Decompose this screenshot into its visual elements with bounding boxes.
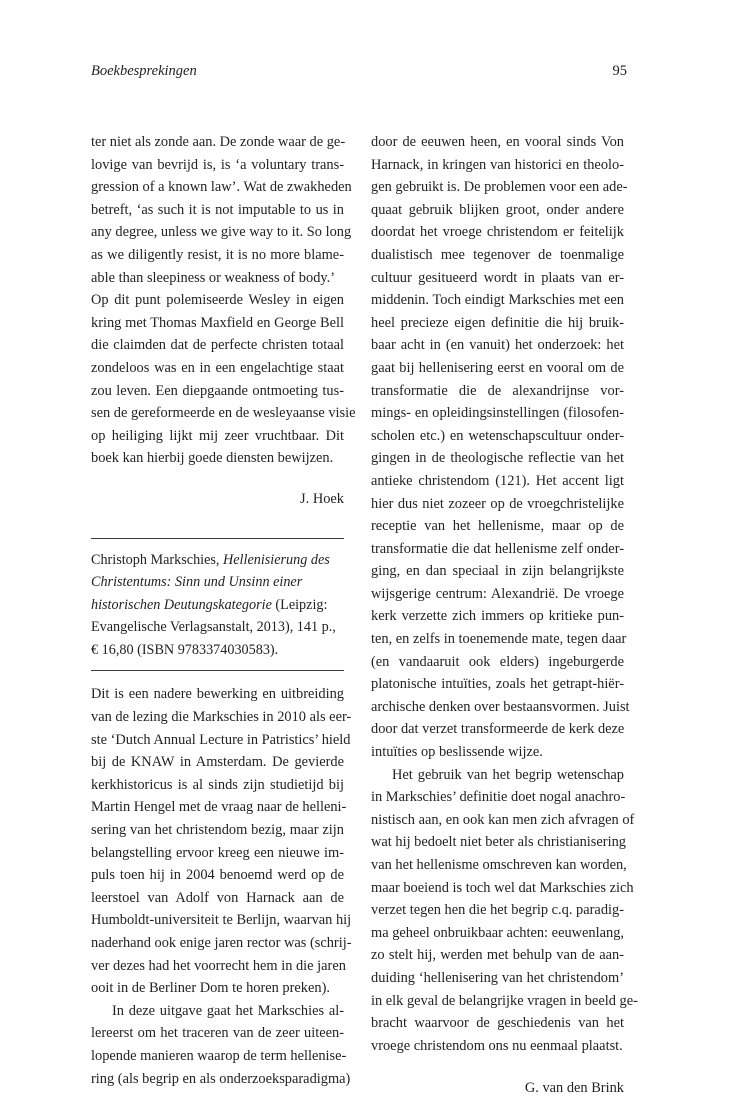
text-line: ma geheel onbruikbaar achten: eeuwenlang, (371, 924, 624, 941)
text-line: betreft, ‘as such it is not imputable to us in (91, 201, 344, 218)
continued-paragraph (91, 131, 356, 470)
text-line: boek kan hierbij goede diensten bewijzen. (91, 450, 334, 467)
text-line: dualistisch mee tegenover de toenmalige (371, 246, 624, 263)
text-line: verzet tegen hen die het begrip c.q. paradig- (371, 902, 624, 919)
text-line: leerstoel van Adolf von Harnack aan de (91, 889, 344, 906)
review-paragraph (371, 764, 638, 1058)
text-line: duiding ‘hellenisering van het christendom’ (371, 969, 624, 986)
text-line: puls toen hij in 2004 benoemd werd op de (91, 867, 344, 884)
text-line: (en vandaaruit ook elders) ingeburgerde (371, 653, 624, 670)
book-publisher: Evangelische Verlagsanstalt, 2013), 141 p., (91, 619, 336, 636)
reviewer-signature: G. van den Brink (524, 1080, 624, 1097)
text-line: kerk verzette zich immers op kritieke pun- (371, 608, 624, 625)
page-number: 95 (612, 63, 627, 79)
text-line: Dit is een nadere bewerking en uitbreiding (91, 686, 344, 703)
text-line: hier dus niet zozeer op de vroegchristelijke (371, 495, 624, 512)
text-line: Martin Hengel met de vraag naar de helleni- (91, 799, 347, 816)
text-line: quaat gebruik blijken groot, onder andere (371, 201, 624, 218)
text-line: cultuur gesitueerd wordt in plaats van er- (371, 269, 624, 286)
text-line: ging, en dan speciaal in zijn belangrijkste (371, 563, 624, 580)
text-line: antieke christendom (121). Het accent ligt (371, 472, 624, 489)
text-line: wat hij bedoelt niet beter als christianisering (371, 834, 626, 851)
text-line: Op dit punt polemiseerde Wesley in eigen (91, 292, 344, 309)
text-line: bij de KNAW in Amsterdam. De gevierde (91, 754, 344, 771)
text-line: ooit in de Berliner Dom te horen preken). (91, 980, 330, 997)
text-line: vroege christendom ons nu eenmaal plaatst. (371, 1037, 623, 1054)
text-line: receptie van het hellenisme, maar op de (371, 518, 624, 535)
right-column (371, 131, 638, 1100)
book-publisher: (Leipzig: (271, 596, 328, 613)
review-paragraph (371, 131, 630, 764)
text-line: zo stelt hij, werden met behulp van de aan- (371, 947, 624, 964)
reviewer-signature: J. Hoek (300, 490, 344, 507)
text-line: door de eeuwen heen, en vooral sinds Von (371, 134, 624, 150)
text-line: op heiliging lijkt mij zeer vruchtbaar. Dit (91, 427, 344, 444)
text-line: door dat verzet transformeerde de kerk deze (371, 721, 625, 738)
text-line: naderhand ook enige jaren rector was (schrij- (91, 935, 352, 951)
text-line: ste ‘Dutch Annual Lecture in Patristics’ hield (91, 731, 351, 748)
review-paragraph (91, 683, 352, 999)
text-line: gression of a known law’. Wat de zwakheden (91, 179, 352, 196)
text-line: baar acht in (en vanuit) het onderzoek: het (371, 337, 624, 354)
text-line: platonische intuïties, zoals het getrapt-hiër- (371, 676, 624, 693)
text-line: sen de gereformeerde en de wesleyaanse visie (91, 405, 356, 422)
review-paragraph (91, 1000, 351, 1090)
book-price-isbn: € 16,80 (ISBN 9783374030583). (91, 641, 279, 658)
text-line: maar boeiend is toch wel dat Markschies zich (371, 879, 634, 896)
text-line: kerkhistoricus is al sinds zijn studietijd bij (91, 776, 344, 793)
text-line: in Markschies’ definitie doet nogal anachro- (371, 789, 626, 806)
text-line: lovige van bevrijd is, is ‘a voluntary trans- (91, 156, 344, 173)
text-line: Harnack, in kringen van historici en theolo- (371, 156, 624, 173)
text-line: transformatie die de alexandrijnse vor- (371, 382, 624, 399)
book-author: Christoph Markschies, (91, 551, 224, 568)
left-column (91, 131, 356, 1090)
book-title: Hellenisierung des (223, 551, 330, 568)
text-line: any degree, unless we give way to it. So long (91, 224, 352, 241)
text-line: wijsgerige centrum: Alexandrië. De vroege (371, 585, 624, 602)
text-line: transformatie die dat hellenisme zelf onder- (371, 540, 624, 557)
text-line: gaat bij hellenisering eerst en vooral om de (371, 359, 624, 376)
text-line: intuïties op beslissende wijze. (371, 744, 543, 761)
book-title: historischen Deutungskategorie (91, 596, 272, 613)
text-line: lopende manieren waarop de term hellenise- (91, 1047, 347, 1064)
text-line: gen gebruikt is. De problemen voor een ade- (371, 179, 628, 196)
book-title: Christentums: Sinn und Unsinn einer (91, 574, 303, 591)
text-line: gingen in de theologische reflectie van het (371, 450, 624, 467)
text-line: die claimden dat de perfecte christen totaal (91, 337, 344, 354)
text-line: archische denken over bestaansvormen. Juist (371, 698, 630, 715)
text-line: ten, en zelfs in toenemende mate, tegen daar (371, 631, 627, 648)
text-line: middenin. Toch eindigt Markschies met een (371, 292, 624, 309)
text-line: zou leven. Een diepgaande ontmoeting tus- (91, 382, 344, 399)
text-line: lereerst om het traceren van de zeer uiteen- (91, 1025, 344, 1042)
text-line: scholen etc.) en wetenschapscultuur onder- (371, 427, 624, 444)
text-line: as we diligently resist, it is no more blame- (91, 246, 344, 263)
text-line: doordat het vroege christendom er feitelijk (371, 224, 624, 241)
text-line: nistisch aan, en ook kan men zich afvragen of (371, 811, 635, 828)
text-line: zondeloos was en in een engelachtige staat (91, 359, 344, 376)
text-line: bracht waarvoor de geschiedenis van het (371, 1015, 624, 1032)
text-line: kring met Thomas Maxfield en George Bell (91, 314, 344, 331)
text-line: ter niet als zonde aan. De zonde waar de ge- (91, 134, 346, 150)
text-line: ring (als begrip en als onderzoeksparadigma) (91, 1070, 351, 1087)
text-line: In deze uitgave gaat het Markschies al- (112, 1002, 344, 1019)
text-line: able than sleepiness or weakness of body.’ (91, 269, 336, 286)
text-line: Het gebruik van het begrip wetenschap (392, 766, 624, 783)
text-line: van het hellenisme omschreven kan worden, (371, 857, 627, 873)
text-line: belangstelling ervoor kreeg een nieuwe im- (91, 844, 344, 861)
text-line: van de lezing die Markschies in 2010 als eer- (91, 709, 352, 726)
book-reference (91, 549, 344, 662)
text-line: mings- en opleidingsinstellingen (filosofen- (371, 405, 624, 422)
text-line: Humboldt-universiteit te Berlijn, waarvan hij (91, 912, 352, 929)
text-line: sering van het christendom bezig, maar zijn (91, 822, 344, 839)
text-line: heel precieze eigen definitie die hij bruik- (371, 314, 624, 331)
running-header: Boekbesprekingen (91, 63, 197, 79)
text-line: ver dezes had het voorrecht hem in die jaren (91, 957, 346, 974)
text-line: in elk geval de belangrijke vragen in beeld ge- (371, 992, 638, 1009)
